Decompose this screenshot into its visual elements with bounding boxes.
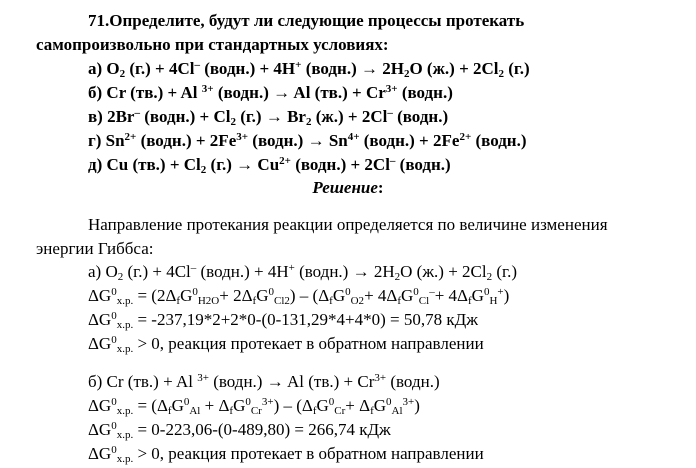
intro-line1: Направление протекания реакции определяется по величине изменения (88, 215, 608, 234)
reaction-a: а) $O_2$ (г.) + 4Cl– (водн.) + 4H+ (водн.) → $2H_2O$ $(ж.) + 2Cl_2$ (г.) (88, 59, 530, 80)
problem-title-line2: самопроизвольно при стандартных условиях: (36, 35, 389, 54)
part-b-conclusion: $\Delta G^0_{х.р.} > 0$, реакция протекает в обратном направлении (88, 444, 484, 465)
part-b-equation: б) Cr (тв.) + Al $^{3+}$ (водн.) → Al $(тв.) + Cr^{3+}$ (водн.) (88, 372, 440, 391)
reaction-b: б) Cr (тв.) + Al $^{3+}$ (водн.) → Al $(тв.) + Cr^{3+}$ (водн.) (88, 83, 453, 102)
intro-line2: энергии Гиббса: (36, 239, 154, 258)
solution-heading (0, 178, 696, 198)
part-a-calc: $\Delta G^0_{х.р.} = -237,19*2+2*0-(0-131,29*4+4*0) = 50,78$ кДж (88, 310, 478, 331)
part-a-conclusion: $\Delta G^0_{х.р.} > 0$, реакция протекает в обратном направлении (88, 334, 484, 355)
part-a-equation: а) $O_2$ (г.) + 4Cl– (водн.) + 4H+ (водн.) → $2H_2O$ $(ж.) + 2Cl_2$ (г.) (88, 262, 518, 283)
reaction-g: г) $Sn^{2+}$ (водн.) + $2Fe^{3+}$ (водн.) → $Sn^{4+}$ (водн.) + $2Fe^{2+}$ (водн.) (88, 131, 527, 150)
reaction-v: в) 2Br– (водн.) + $Cl_2$ $(г.) \to Br_2$ (ж.) + 2Cl– (водн.) (88, 107, 449, 128)
solution-heading-colon: : (377, 178, 384, 197)
part-b-formula: $\Delta G^0_{х.р.} = (\Delta_fG^0_{Al} + \Delta_fG^0_{Cr}^{3+}) - (\Delta_fG^0_{Cr}+ \Delta_fG^0_{Al}^{3+})$ (88, 396, 420, 417)
part-b-calc: $\Delta G^0_{х.р.} = 0-223,06-(0-489,80) = 266,74$ кДж (88, 420, 391, 441)
problem-title-line1: 71.Определите, будут ли следующие процессы протекать (88, 11, 525, 30)
part-a-formula: $\Delta G^0_{х.р.} = (2\Delta_fG^0_{H2O}+ 2\Delta_fG^0_{Cl2}) - (\Delta_fG^0_{O2}+ 4\Delta_fG^0_{Cl}^-+ 4\Delta_fG^0_H^+)$ (88, 286, 510, 307)
reaction-d: д) Cu $(тв.) + Cl_2$ $(г.) \to Cu^{2+}$ (водн.) + 2Cl– (водн.) (88, 155, 451, 176)
solution-heading-text: Решение (312, 178, 378, 197)
